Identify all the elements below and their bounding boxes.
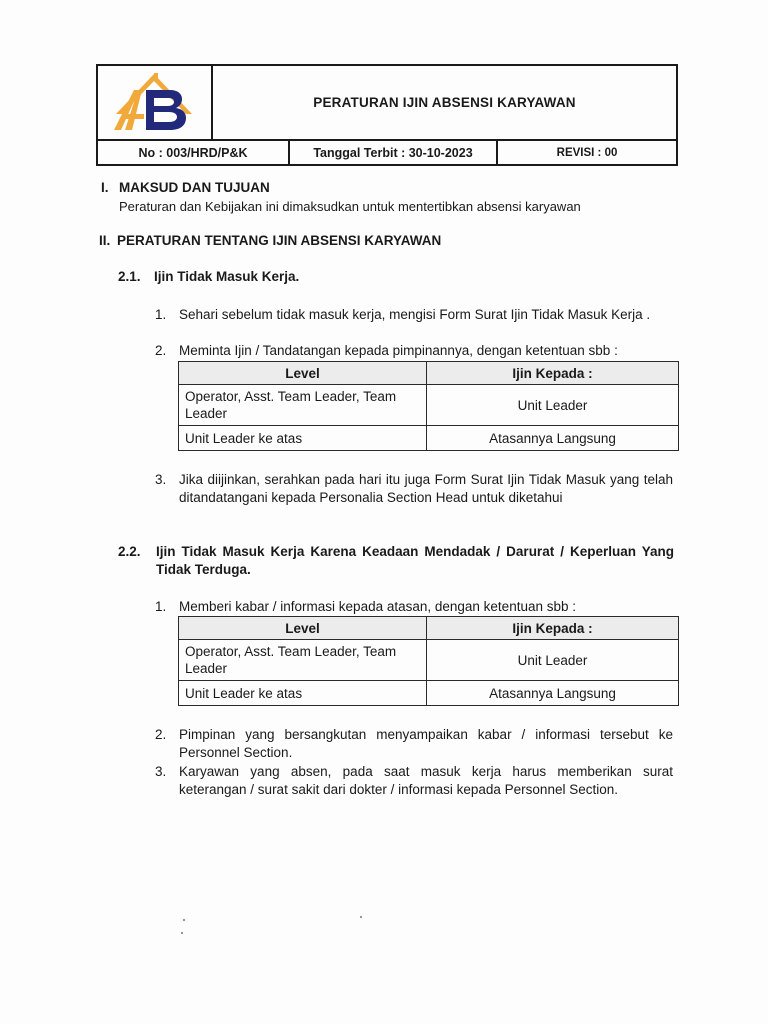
list-item	[155, 726, 673, 762]
column-header-approver: Ijin Kepada :	[427, 617, 679, 640]
list-text: Pimpinan yang bersangkutan menyampaikan kabar / informasi tersebut ke Personnel Section.	[179, 727, 673, 760]
scan-speck	[181, 932, 183, 934]
list-number: 1.	[155, 307, 167, 322]
emergency-approval-table	[178, 616, 679, 706]
scan-speck	[360, 916, 362, 918]
table-cell: Atasannya Langsung	[427, 426, 679, 451]
list-item	[155, 763, 673, 799]
subsection-number: 2.2.	[118, 544, 141, 559]
list-text: Jika diijinkan, serahkan pada hari itu juga Form Surat Ijin Tidak Masuk yang telah ditandatangani kepada Personalia Section Head untuk diketahui	[179, 472, 673, 505]
document-meta-row	[98, 139, 676, 164]
subsection-heading-2-2	[118, 543, 674, 579]
list-number: 3.	[155, 764, 167, 779]
company-logo-cell	[98, 66, 213, 139]
table-cell: Atasannya Langsung	[427, 681, 679, 706]
section-title: PERATURAN TENTANG IJIN ABSENSI KARYAWAN	[117, 233, 442, 248]
table-header-row	[179, 617, 679, 640]
column-header-approver: Ijin Kepada :	[427, 362, 679, 385]
section-title: MAKSUD DAN TUJUAN	[119, 180, 270, 195]
table-row	[179, 426, 679, 451]
list-text: Sehari sebelum tidak masuk kerja, mengisi Form Surat Ijin Tidak Masuk Kerja .	[179, 307, 651, 322]
list-item	[155, 306, 673, 324]
company-logo	[98, 66, 209, 137]
section-number: II.	[99, 233, 111, 248]
document-header	[96, 64, 678, 166]
section-number: I.	[101, 180, 109, 195]
section-heading-1	[101, 180, 270, 195]
subsection-number: 2.1.	[118, 269, 141, 284]
column-header-level: Level	[179, 617, 427, 640]
list-number: 1.	[155, 599, 167, 614]
list-text: Memberi kabar / informasi kepada atasan, dengan ketentuan sbb :	[179, 599, 576, 614]
column-header-level: Level	[179, 362, 427, 385]
list-number: 2.	[155, 727, 167, 742]
subsection-title: Ijin Tidak Masuk Kerja Karena Keadaan Mendadak / Darurat / Keperluan Yang Tidak Terduga.	[156, 544, 674, 577]
list-number: 2.	[155, 343, 167, 358]
section-heading-2	[99, 233, 441, 248]
revision-number: REVISI : 00	[556, 146, 618, 159]
table-row	[179, 681, 679, 706]
table-header-row	[179, 362, 679, 385]
scan-speck	[183, 919, 185, 921]
list-item	[155, 342, 673, 360]
table-row	[179, 385, 679, 426]
table-cell: Unit Leader ke atas	[179, 426, 427, 451]
table-cell: Unit Leader ke atas	[179, 681, 427, 706]
table-cell: Unit Leader	[427, 385, 679, 426]
document-title: PERATURAN IJIN ABSENSI KARYAWAN	[313, 95, 576, 110]
list-number: 3.	[155, 472, 167, 487]
table-cell: Unit Leader	[427, 640, 679, 681]
subsection-title: Ijin Tidak Masuk Kerja.	[154, 269, 300, 284]
list-text: Karyawan yang absen, pada saat masuk kerja harus memberikan surat keterangan / surat sakit dari dokter / informasi kepada Personnel Section.	[179, 764, 673, 797]
approval-table	[178, 361, 679, 451]
subsection-heading-2-1	[118, 269, 299, 284]
table-row	[179, 640, 679, 681]
issue-date: Tanggal Terbit : 30-10-2023	[290, 141, 498, 164]
list-item	[155, 471, 673, 507]
document-number: No : 003/HRD/P&K	[98, 141, 290, 164]
list-text: Meminta Ijin / Tandatangan kepada pimpinannya, dengan ketentuan sbb :	[179, 343, 618, 358]
section-1-body: Peraturan dan Kebijakan ini dimaksudkan untuk mentertibkan absensi karyawan	[119, 199, 581, 214]
table-cell: Operator, Asst. Team Leader, Team Leader	[179, 640, 427, 681]
list-item	[155, 598, 673, 616]
table-cell: Operator, Asst. Team Leader, Team Leader	[179, 385, 427, 426]
